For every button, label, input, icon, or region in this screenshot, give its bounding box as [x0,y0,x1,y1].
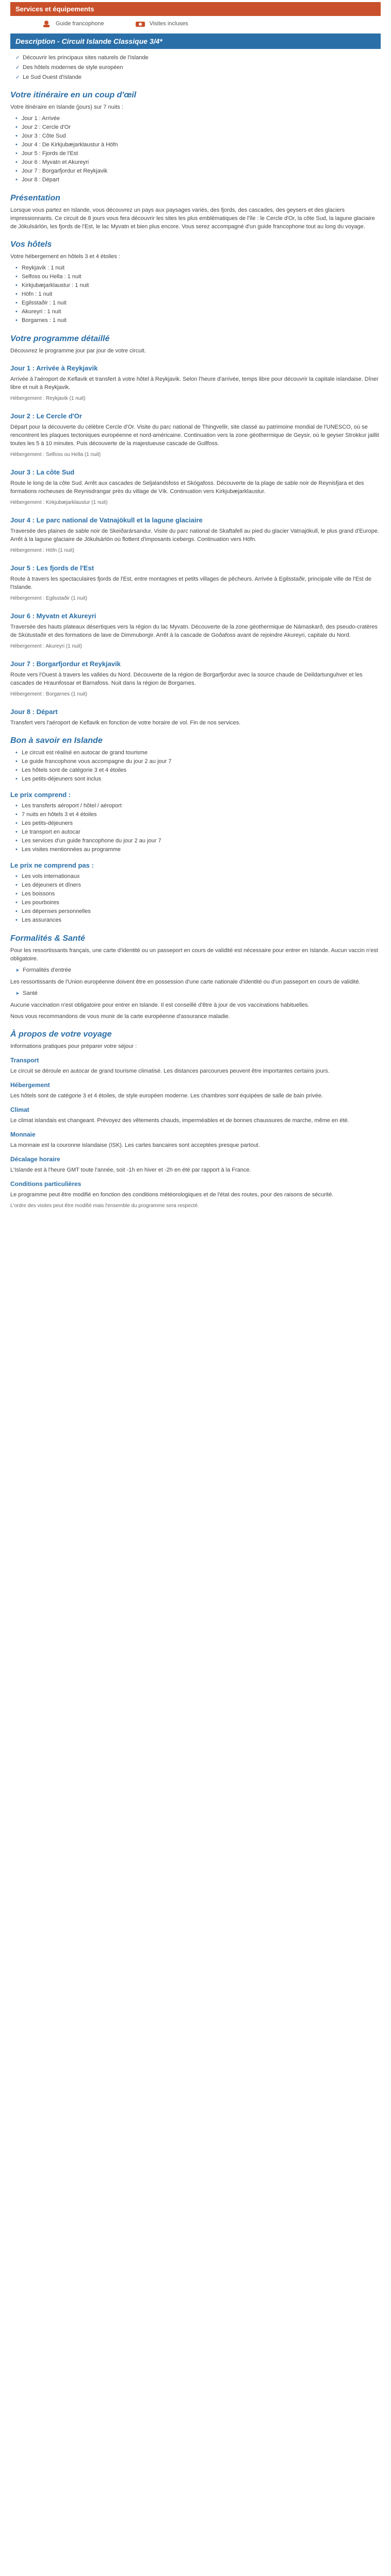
prix-pas-title: Le prix ne comprend pas : [10,861,94,869]
list-item: • Jour 8 : Départ [15,176,381,184]
day-block [10,516,381,555]
day-text: Route vers l'Ouest à travers les vallées du Nord. Découverte de la région de Borgarfjordur avec la source chaude de Deildartunguhver et les cascades de Hraunfossar et Barnafoss. Nuit dans la région de Borgarnes. [10,672,363,686]
list-item: • Les visites mentionnées au programme [15,845,381,854]
list-item: • Jour 5 : Fjords de l'Est [15,149,381,158]
apropos-intro: Informations pratiques pour préparer votre séjour : [10,1043,137,1049]
day-title: Jour 3 : La côte Sud [10,468,75,476]
day-hotel: Hébergement : Borgarnes (1 nuit) [10,691,87,697]
programme-intro: Découvrez le programme jour par jour de votre circuit. [10,348,146,354]
apropos-label: Décalage horaire [10,1156,60,1163]
camera-icon [135,20,145,27]
guide-icon [41,20,52,27]
list-item: • Les dépenses personnelles [15,907,381,916]
list-item: • Jour 1 : Arrivée [15,114,381,123]
list-item: • Les assurances [15,916,381,925]
day-title: Jour 4 : Le parc national de Vatnajökull et la lagune glaciaire [10,516,203,524]
list-item: • Les services d'un guide francophone du jour 2 au jour 7 [15,837,381,845]
page [10,2,381,1224]
presentation-title: Présentation [10,194,60,202]
day-text: Route à travers les spectaculaires fjords de l'Est, entre montagnes et petits villages de pêcheurs. Arrivée à Egilsstaðir, principale ville de l'Est de l'Islande. [10,576,371,590]
list-item: • Les petits-déjeuners [15,819,381,828]
inclus-list [15,749,381,784]
itinerary-list [15,114,381,184]
list-item: • Le circuit est réalisé en autocar de grand tourisme [15,749,381,757]
day-text: Traversée des plaines de sable noir de Skeiðarársandur. Visite du parc national de Skaftafell au pied du glacier Vatnajökull, le plus grand d'Europe. Arrêt à la lagune glaciaire de Jökulsárlón où flottent d'imposants icebergs. Continuation vers Höfn. [10,528,379,543]
list-item: • Les déjeuners et dîners [15,881,381,890]
list-item: • Les hôtels sont de catégorie 3 et 4 étoiles [15,766,381,775]
hotels-list [15,264,381,325]
formalites-list-2 [15,989,381,998]
formalites-p1: Les ressortissants de l'Union européenne doivent être en possession d'une carte nationale d'identité ou d'un passeport en cours de validité. [10,979,361,985]
day-hotel: Hébergement : Akureyri (1 nuit) [10,643,82,649]
inclus-title: Bon à savoir en Islande [10,736,103,745]
presentation-text: Lorsque vous partez en Islande, vous découvrez un pays aux paysages variés, des fjords, des cascades, des geysers et des glaciers impressionnants. Ce circuit de 8 jours vous fera découvrir les sites les plus emblématiques de l'île : le Cercle d'Or, la côte Sud, la lagune glaciaire de Jökulsárlón, les fjords de l'Est, le lac Myvatn et bien plus encore. Vous serez accompagné d'un guide francophone tout au long du voyage. [10,207,375,230]
day-block [10,660,381,699]
list-item: • Selfoss ou Hella : 1 nuit [15,273,381,281]
list-item: • Reykjavik : 1 nuit [15,264,381,273]
formalites-title: Formalités & Santé [10,934,85,943]
day-hotel: Hébergement : Egilsstaðir (1 nuit) [10,596,87,601]
list-item: • Jour 7 : Borgarfjordur et Reykjavik [15,167,381,176]
list-item: • Jour 4 : De Kirkjubæjarklaustur à Höfn [15,141,381,149]
day-hotel: Hébergement : Reykjavik (1 nuit) [10,396,86,401]
apropos-block [10,1156,381,1174]
day-text: Départ pour la découverte du célèbre Cercle d'Or. Visite du parc national de Thingvellir, site classé au patrimoine mondial de l'UNESCO, où se rencontrent les plaques tectoniques européenne et nord-américaine. Continuation vers la zone géothermique de Geysir, où le geyser Strokkur jaillit toutes les 5 à 10 minutes. Puis découverte de la majestueuse cascade de Gullfoss. [10,424,379,447]
day-block [10,412,381,459]
list-item: • Les transferts aéroport / hôtel / aéroport [15,802,381,810]
day-text: Transfert vers l'aéroport de Keflavik en fonction de votre horaire de vol. Fin de nos services. [10,720,241,726]
description-list [15,54,381,81]
hotels-intro: Votre hébergement en hôtels 3 et 4 étoiles : [10,253,120,260]
itinerary-title: Votre itinéraire en un coup d'œil [10,91,137,99]
day-text: Traversée des hauts plateaux désertiques vers la région du lac Myvatn. Découverte de la zone géothermique de Námaskarð, des pseudo-cratères de Skútustaðir et des formations de lave de Dimmuborgir. Arrêt à la cascade de Goðafoss avant de rejoindre Akureyri, capitale du Nord. [10,624,378,638]
formalites-text: Pour les ressortissants français, une carte d'identité ou un passeport en cours de validité est nécessaire pour entrer en Islande. Aucun vaccin n'est obligatoire. [10,947,378,962]
service-visite [135,20,188,27]
service-visite-label: Visites incluses [149,21,188,27]
day-hotel: Hébergement : Höfn (1 nuit) [10,548,74,553]
list-item: • Le guide francophone vous accompagne du jour 2 au jour 7 [15,757,381,766]
list-item: • Les pourboires [15,899,381,907]
apropos-label: Climat [10,1106,29,1113]
apropos-title: À propos de votre voyage [10,1030,112,1039]
apropos-text: Le programme peut être modifié en fonction des conditions météorologiques et de l'état des routes, pour des raisons de sécurité. [10,1192,334,1198]
day-title: Jour 8 : Départ [10,708,58,716]
list-item: ➤ Formalités d'entrée [15,966,381,975]
day-hotel: Hébergement : Kirkjubæjarklaustur (1 nuit) [10,500,108,505]
day-block [10,364,381,403]
hotels-title: Vos hôtels [10,240,52,249]
list-item: • 7 nuits en hôtels 3 et 4 étoiles [15,810,381,819]
day-block [10,564,381,603]
services-row [10,16,381,31]
apropos-text: Les hôtels sont de catégorie 3 et 4 étoiles, de style européen moderne. Les chambres sont équipées de salle de bain privée. [10,1093,323,1099]
list-item: ✓ Le Sud Ouest d'Islande [15,74,381,81]
list-item: ➤ Santé [15,989,381,998]
apropos-label: Transport [10,1057,39,1064]
day-block [10,708,381,727]
day-title: Jour 7 : Borgarfjordur et Reykjavik [10,660,121,668]
day-block [10,612,381,651]
apropos-block [10,1180,381,1199]
day-hotel: Hébergement : Selfoss ou Hella (1 nuit) [10,452,101,457]
programme-title: Votre programme détaillé [10,334,110,343]
list-item: • Borgarnes : 1 nuit [15,316,381,325]
apropos-label: Conditions particulières [10,1180,82,1188]
apropos-text: L'Islande est à l'heure GMT toute l'année, soit -1h en hiver et -2h en été par rapport à la France. [10,1167,251,1173]
day-title: Jour 6 : Myvatn et Akureyri [10,612,96,620]
list-item: • Jour 2 : Cercle d'Or [15,123,381,132]
apropos-label: Monnaie [10,1131,36,1138]
apropos-block [10,1057,381,1075]
apropos-block [10,1106,381,1125]
day-text: Route le long de la côte Sud. Arrêt aux cascades de Seljalandsfoss et Skógafoss. Découverte de la plage de sable noir de Reynisfjara et des formations rocheuses de Reynisdrangar près du village de Vík. Continuation vers Kirkjubæjarklaustur. [10,480,364,495]
list-item: • Les petits-déjeuners sont inclus [15,775,381,784]
list-item: • Le transport en autocar [15,828,381,837]
apropos-text: Le circuit se déroule en autocar de grand tourisme climatisé. Les distances parcourues peuvent être importantes certains jours. [10,1068,330,1074]
day-text: Arrivée à l'aéroport de Keflavik et transfert à votre hôtel à Reykjavik. Selon l'heure d'arrivée, temps libre pour découvrir la capitale islandaise. Dîner libre et nuit à Reykjavik. [10,376,379,391]
day-title: Jour 2 : Le Cercle d'Or [10,412,82,420]
apropos-text: La monnaie est la couronne islandaise (ISK). Les cartes bancaires sont acceptées presque partout. [10,1142,260,1148]
description-header: Description - Circuit Islande Classique 3/4* [10,33,381,49]
list-item: • Akureyri : 1 nuit [15,308,381,316]
apropos-block [10,1081,381,1100]
prix-comprend-list [15,802,381,854]
service-guide-label: Guide francophone [56,21,104,27]
formalites-p2: Aucune vaccination n'est obligatoire pour entrer en Islande. Il est conseillé d'être à jour de vos vaccinations habituelles. [10,1002,309,1008]
day-block [10,468,381,507]
list-item: ✓ Découvrir les principaux sites naturels de l'Islande [15,54,381,62]
apropos-label: Hébergement [10,1081,50,1089]
apropos-block [10,1131,381,1149]
list-item: • Kirkjubæjarklaustur : 1 nuit [15,281,381,290]
itinerary-intro: Votre itinéraire en Islande (jours) sur 7 nuits : [10,104,123,110]
day-title: Jour 1 : Arrivée à Reykjavik [10,364,98,372]
list-item: • Jour 6 : Myvatn et Akureyri [15,158,381,167]
prix-comprend-title: Le prix comprend : [10,791,71,799]
formalites-list [15,966,381,975]
list-item: • Jour 3 : Côte Sud [15,132,381,141]
prix-pas-list [15,872,381,925]
list-item: • Les boissons [15,890,381,899]
list-item: ✓ Des hôtels modernes de style européen [15,64,381,72]
list-item: • Egilsstaðir : 1 nuit [15,299,381,308]
list-item: • Höfn : 1 nuit [15,290,381,299]
day-title: Jour 5 : Les fjords de l'Est [10,564,94,572]
list-item: • Les vols internationaux [15,872,381,881]
formalites-p3: Nous vous recommandons de vous munir de la carte européenne d'assurance maladie. [10,1013,230,1020]
services-header: Services et équipements [10,2,381,16]
apropos-footer: L'ordre des visites peut être modifié mais l'ensemble du programme sera respecté. [10,1203,199,1209]
apropos-text: Le climat islandais est changeant. Prévoyez des vêtements chauds, imperméables et de bonnes chaussures de marche, même en été. [10,1117,349,1124]
service-guide [41,20,104,27]
